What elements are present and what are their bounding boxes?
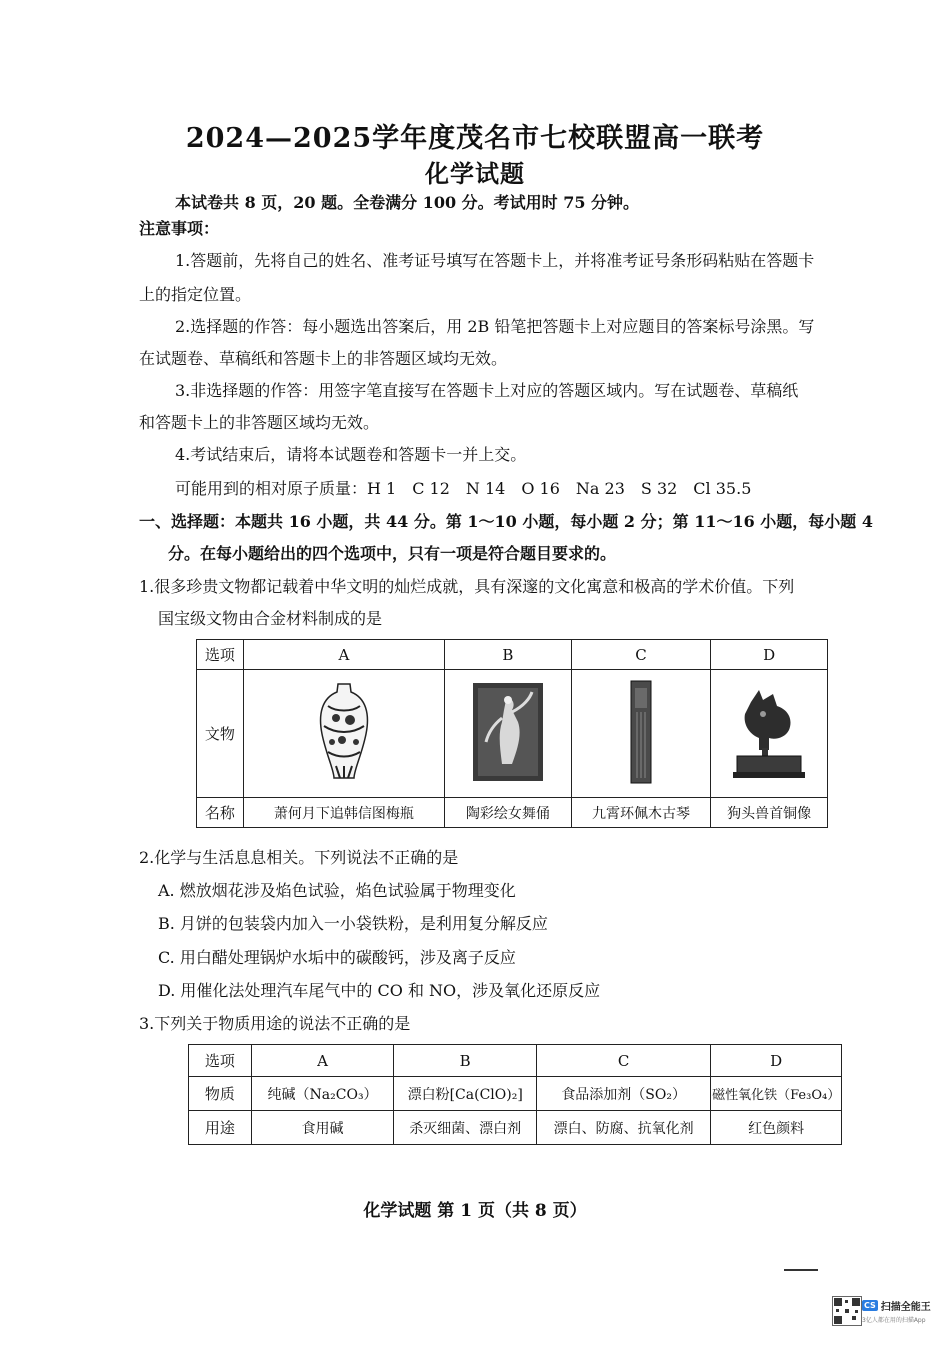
q1-header-item: 文物 [197,670,244,798]
q2-option-b: B. 月饼的包装袋内加入一小袋铁粉，是利用复分解反应 [158,914,548,933]
notice-item-4: 4.考试结束后，请将本试题卷和答题卡一并上交。 [175,445,527,464]
dancer-figurine-image [472,682,544,782]
q1-relic-b-cell [445,670,571,798]
notice-heading: 注意事项： [139,219,220,238]
q1-relic-d-cell [711,670,828,798]
q3-substance-c: 食品添加剂（SO₂） [537,1077,711,1111]
q3-use-d: 红色颜料 [711,1111,842,1145]
q1-stem-line2: 国宝级文物由合金材料制成的是 [158,609,383,628]
q3-option-a: A [251,1045,394,1077]
q1-header-name: 名称 [197,798,244,828]
footer-dash [784,1269,818,1271]
q3-option-d: D [711,1045,842,1077]
q3-stem: 3.下列关于物质用途的说法不正确的是 [139,1014,411,1033]
notice-item-1-line2: 上的指定位置。 [139,285,252,304]
q3-use-b: 杀灭细菌、漂白剂 [394,1111,537,1145]
notice-item-1-line1: 1.答题前，先将自己的姓名、准考证号填写在答题卡上，并将准考证号条形码粘贴在答题卡 [175,251,815,270]
q3-substance-a: 纯碱（Na₂CO₃） [251,1077,394,1111]
q3-header-option: 选项 [189,1045,252,1077]
q1-relic-a-cell [243,670,445,798]
q3-use-a: 食用碱 [251,1111,394,1145]
exam-subtitle: 化学试题 [425,159,525,188]
q1-name-d: 狗头兽首铜像 [711,798,828,828]
q3-substance-b: 漂白粉[Ca(ClO)₂] [394,1077,537,1111]
q3-substance-d: 磁性氧化铁（Fe₃O₄） [711,1077,842,1111]
q1-option-d: D [711,640,828,670]
q1-option-c: C [571,640,711,670]
scanner-brand: 扫描全能王 [880,1302,931,1313]
q3-table [188,1044,842,1145]
notice-item-3-line2: 和答题卡上的非答题区域均无效。 [139,413,380,432]
q2-option-c: C. 用白醋处理锅炉水垢中的碳酸钙，涉及离子反应 [158,948,516,967]
exam-title: 2024—2025学年度茂名市七校联盟高一联考 [185,123,765,154]
scanner-watermark [862,1298,932,1322]
page-footer: 化学试题 第 1 页（共 8 页） [363,1201,587,1221]
q1-name-c: 九霄环佩木古琴 [571,798,711,828]
q1-option-b: B [445,640,571,670]
q1-header-option: 选项 [197,640,244,670]
scanner-sub: 3亿人都在用的扫描App [862,1317,926,1324]
notice-item-2-line1: 2.选择题的作答：每小题选出答案后，用 2B 铅笔把答题卡上对应题目的答案标号涂黑。写 [175,317,815,336]
q3-option-b: B [394,1045,537,1077]
q1-name-a: 萧何月下追韩信图梅瓶 [243,798,445,828]
q3-option-c: C [537,1045,711,1077]
vase-image [314,682,374,782]
section1-line1: 一、选择题：本题共 16 小题，共 44 分。第 1～10 小题，每小题 2 分；第 11～16 小题，每小题 4 [139,512,874,531]
notice-item-2-line2: 在试题卷、草稿纸和答题卡上的非答题区域均无效。 [139,349,508,368]
q1-table [196,639,828,828]
section1-line2: 分。在每小题给出的四个选项中，只有一项是符合题目要求的。 [168,544,617,563]
bronze-dog-head-image [729,684,809,780]
q3-use-c: 漂白、防腐、抗氧化剂 [537,1111,711,1145]
q3-header-substance: 物质 [189,1077,252,1111]
exam-intro: 本试卷共 8 页，20 题。全卷满分 100 分。考试用时 75 分钟。 [175,193,640,212]
q3-header-use: 用途 [189,1111,252,1145]
scanner-logo-icon: CS [864,1301,876,1310]
q2-option-d: D. 用催化法处理汽车尾气中的 CO 和 NO，涉及氧化还原反应 [158,981,601,1000]
q2-stem: 2.化学与生活息息相关。下列说法不正确的是 [139,848,459,867]
qr-code-icon [832,1296,862,1326]
q1-option-a: A [243,640,445,670]
q1-name-b: 陶彩绘女舞俑 [445,798,571,828]
atomic-mass-line: 可能用到的相对原子质量：H 1 C 12 N 14 O 16 Na 23 S 32 Cl 35.5 [175,479,752,498]
q2-option-a: A. 燃放烟花涉及焰色试验，焰色试验属于物理变化 [158,881,516,900]
q1-stem-line1: 1.很多珍贵文物都记载着中华文明的灿烂成就，具有深邃的文化寓意和极高的学术价值。下列 [139,577,795,596]
guqin-image [629,680,653,784]
q1-relic-c-cell [571,670,711,798]
notice-item-3-line1: 3.非选择题的作答：用签字笔直接写在答题卡上对应的答题区域内。写在试题卷、草稿纸 [175,381,799,400]
